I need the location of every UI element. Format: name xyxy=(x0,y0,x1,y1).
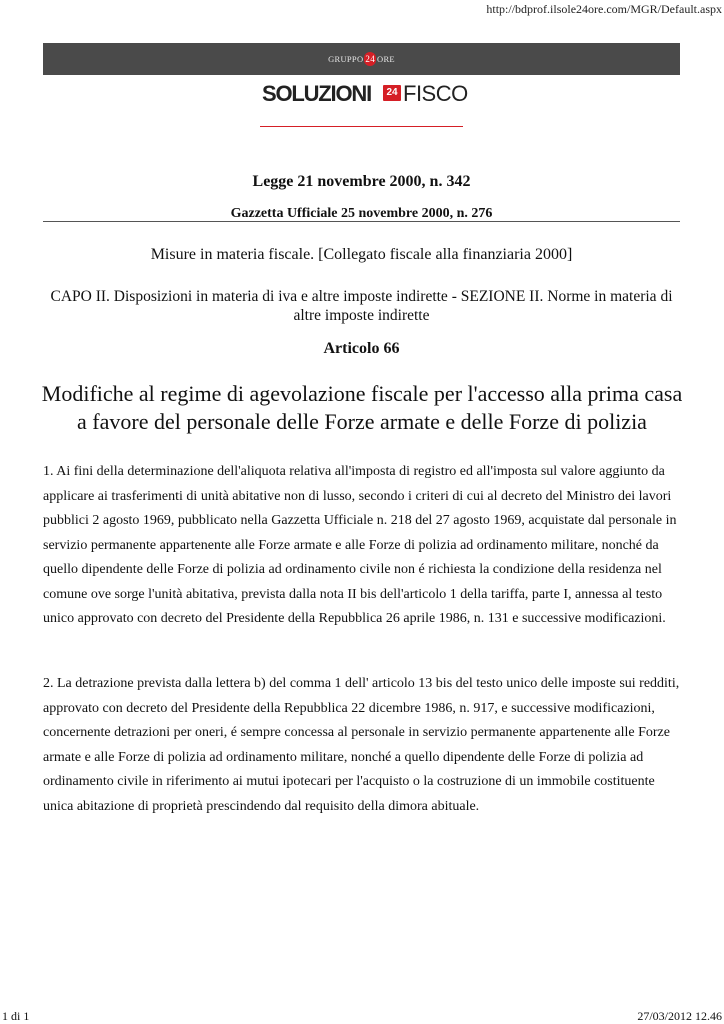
gruppo-logo xyxy=(43,52,680,66)
page-counter: 1 di 1 xyxy=(2,1009,30,1023)
logo-suffix: FISCO xyxy=(403,81,468,106)
logo-underline xyxy=(260,126,463,127)
article-number: Articolo 66 xyxy=(323,340,400,357)
gruppo-suffix: ORE xyxy=(377,54,395,64)
logo-badge: 24 xyxy=(383,85,401,101)
article-heading: Modifiche al regime di agevolazione fiscale per l'accesso alla prima casa a favore del personale delle Forze armate e delle Forze di polizia xyxy=(41,381,683,434)
chapter-section: CAPO II. Disposizioni in materia di iva e altre imposte indirette - SEZIONE II. Norme in materia di altre imposte indirette xyxy=(50,288,673,324)
print-datetime: 27/03/2012 12.46 xyxy=(637,1009,722,1023)
law-title: Legge 21 novembre 2000, n. 342 xyxy=(252,173,471,190)
divider xyxy=(43,221,680,222)
gruppo-number: 24 xyxy=(365,54,376,64)
gazzetta-reference: Gazzetta Ufficiale 25 novembre 2000, n. 276 xyxy=(230,206,493,221)
logo-main: SOLUZIONI xyxy=(262,81,371,106)
page-url: http://bdprof.ilsole24ore.com/MGR/Default.aspx xyxy=(486,2,722,16)
paragraph-2: 2. La detrazione prevista dalla lettera b) del comma 1 dell' articolo 13 bis del testo unico delle imposte sui redditi, approvato con decreto del Presidente della Repubblica 22 dicembre 1986, n. 917, e successive modificazioni, concernente detrazioni per oneri, é sempre concessa al personale in servizio permanente appartenente alle Forze armate e alle Forze di polizia ad ordinamento militare, nonché a quello dipendente delle Forze di polizia ad ordinamento civile in riferimento ai mutui ipotecari per l'acquisto o la costruzione di un immobile costituente unica abitazione di proprietà prescindendo dal requisito della dimora abituale. xyxy=(43,676,680,814)
paragraph-1: 1. Ai fini della determinazione dell'aliquota relativa all'imposta di registro ed all'imposta sul valore aggiunto da applicare ai trasferimenti di unità abitative non di lusso, secondo i criteri di cui al decreto del Ministro dei lavori pubblici 2 agosto 1969, pubblicato nella Gazzetta Ufficiale n. 218 del 27 agosto 1969, acquistate dal personale in servizio permanente appartenente alle Forze armate e alle Forze di polizia ad ordinamento militare, nonché da quello dipendente delle Forze di polizia ad ordinamento civile non é richiesta la condizione della residenza nel comune ove sorge l'unità abitativa, prevista dalla nota II bis dell'articolo 1 della tariffa, parte I, annessa al testo unico approvato con decreto del Presidente della Repubblica 26 aprile 1986, n. 131 e successive modificazioni. xyxy=(43,464,677,626)
group-banner xyxy=(43,43,680,75)
gruppo-prefix: GRUPPO xyxy=(328,54,364,64)
soluzioni-fisco-logo xyxy=(262,78,468,108)
law-subject: Misure in materia fiscale. [Collegato fiscale alla finanziaria 2000] xyxy=(150,246,573,263)
